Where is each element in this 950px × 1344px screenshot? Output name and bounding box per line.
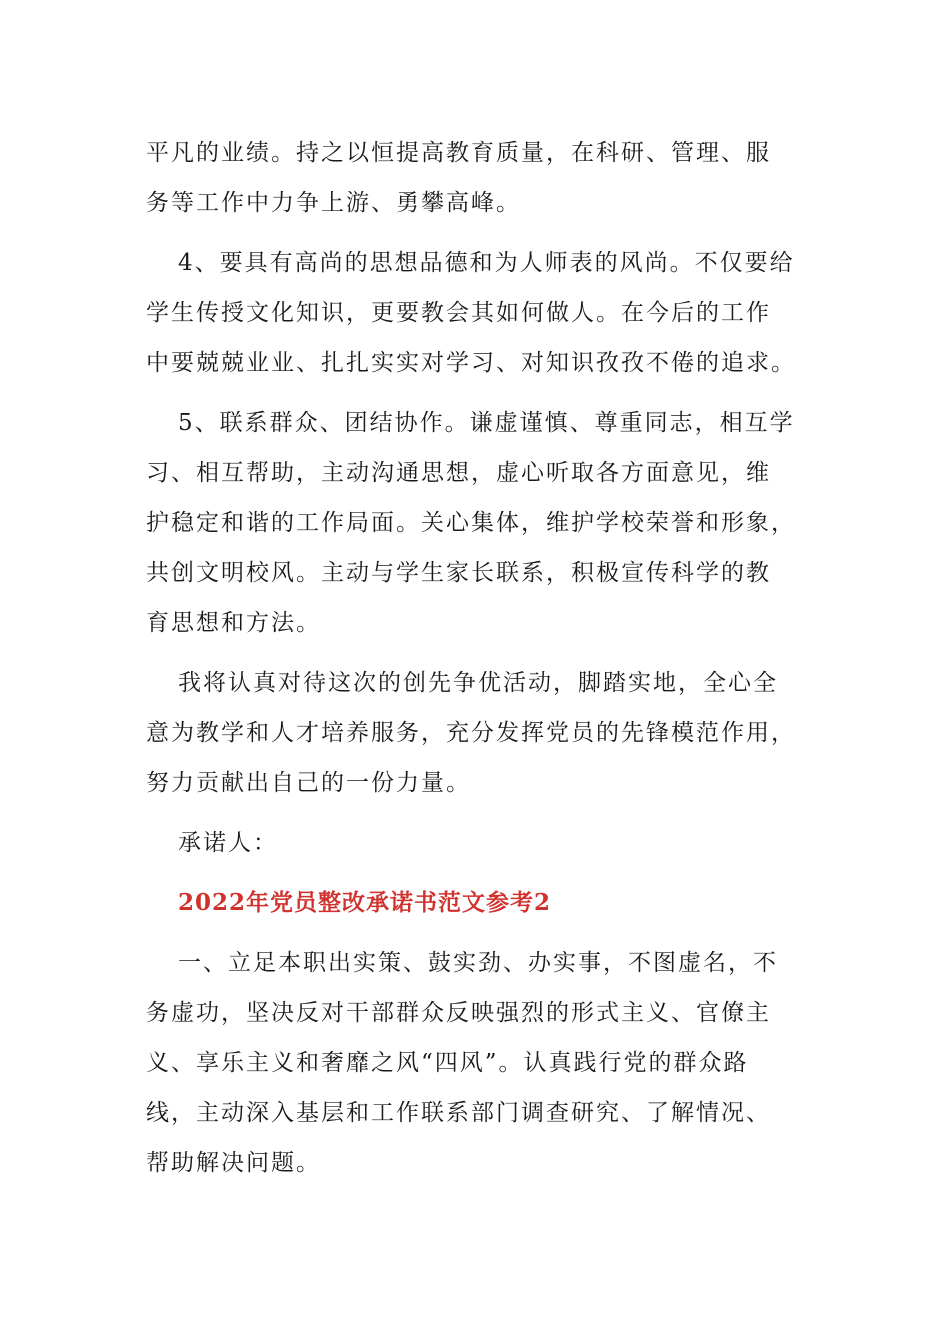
paragraph-item-5	[146, 398, 806, 648]
text-line: 务等工作中力争上游、勇攀高峰。	[146, 190, 521, 216]
paragraph-continuation	[146, 128, 806, 228]
text-line: 5、联系群众、团结协作。谦虚谨慎、尊重同志，相互学	[178, 410, 795, 436]
paragraph-item-4	[146, 238, 806, 388]
text-line: 努力贡献出自己的一份力量。	[146, 770, 471, 796]
text-line: 共创文明校风。主动与学生家长联系，积极宣传科学的教	[146, 560, 771, 586]
text-line: 一、立足本职出实策、鼓实劲、办实事，不图虚名，不	[178, 950, 778, 976]
section-heading	[146, 878, 806, 928]
text-line: 线，主动深入基层和工作联系部门调查研究、了解情况、	[146, 1100, 771, 1126]
text-line: 意为教学和人才培养服务，充分发挥党员的先锋模范作用，	[146, 720, 796, 746]
signatory-label: 承诺人：	[178, 830, 278, 856]
text-line: 育思想和方法。	[146, 610, 321, 636]
paragraph-commitment	[146, 658, 806, 808]
text-line: 帮助解决问题。	[146, 1150, 321, 1176]
text-line: 4、要具有高尚的思想品德和为人师表的风尚。不仅要给	[178, 250, 795, 276]
text-line: 义、享乐主义和奢靡之风“四风”。认真践行党的群众路	[146, 1050, 749, 1076]
text-line: 务虚功，坚决反对干部群众反映强烈的形式主义、官僚主	[146, 1000, 771, 1026]
document-page	[146, 128, 806, 1198]
paragraph-item-1	[146, 938, 806, 1188]
heading-text: 2022年党员整改承诺书范文参考2	[178, 889, 552, 916]
text-line: 习、相互帮助，主动沟通思想，虚心听取各方面意见，维	[146, 460, 771, 486]
text-line: 学生传授文化知识，更要教会其如何做人。在今后的工作	[146, 300, 771, 326]
text-line: 平凡的业绩。持之以恒提高教育质量，在科研、管理、服	[146, 140, 771, 166]
paragraph-signatory	[146, 818, 806, 868]
text-line: 护稳定和谐的工作局面。关心集体，维护学校荣誉和形象，	[146, 510, 796, 536]
text-line: 我将认真对待这次的创先争优活动，脚踏实地，全心全	[178, 670, 778, 696]
text-line: 中要兢兢业业、扎扎实实对学习、对知识孜孜不倦的追求。	[146, 350, 796, 376]
